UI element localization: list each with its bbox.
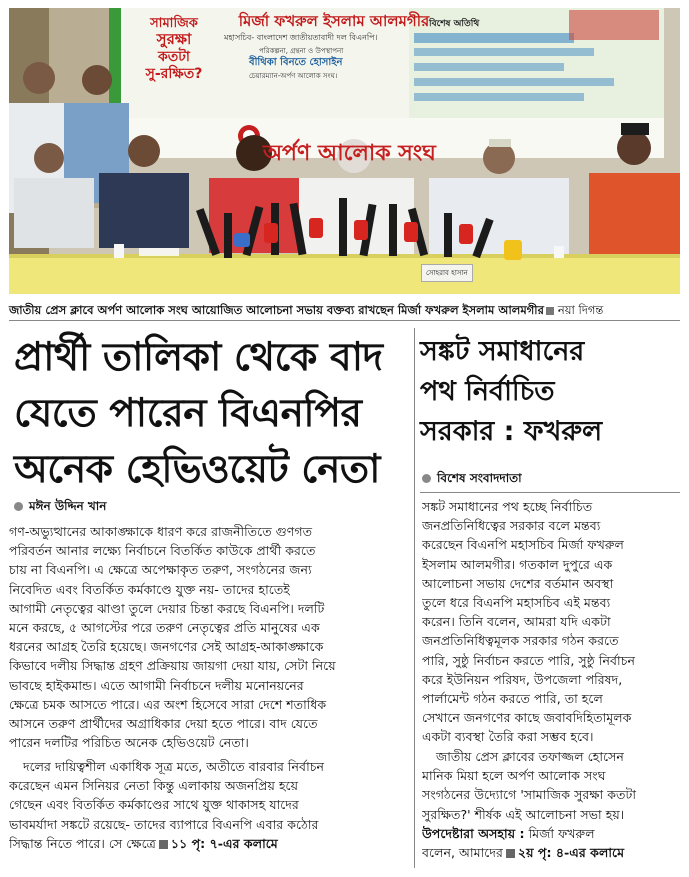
text-line: করেছেন বিএনপি মহাসচিব মির্জা ফখরুল (422, 537, 624, 553)
left-jump (156, 836, 278, 851)
right-byline (422, 470, 522, 490)
text-line: মানিক মিয়া হলে অর্পণ আলোক সংঘ (422, 768, 606, 784)
text-line: গণ-অভ্যুত্থানের আকাঙ্ক্ষাকে ধারণ করে রাজনীতিতে গুণগত (9, 524, 313, 539)
text-line (422, 824, 680, 843)
text-line: আসনে তরুণ প্রার্থীদের অগ্রাধিকার দেয়া হতে পারে। বাদ যেতে (9, 716, 318, 732)
text-line: ধরনের আগ্রহ তৈরি হয়েছে। জনগণের সেই আগ্রহ-আকাঙ্ক্ষাকে (9, 639, 324, 655)
banner-subtitle: মহাসচিব- বাংলাদেশ জাতীয়তাবাদী দল বিএনপি। (224, 33, 378, 42)
caption-credit: নয়া দিগন্ত (557, 303, 604, 317)
text-line: নিবেদিত এবং বিতর্কিত কর্মকাণ্ডে যুক্ত নয়- তাদের হাতেই (9, 581, 290, 597)
right-jump-text: ২য় পৃ: ৪-এর কলামে (517, 845, 625, 861)
right-para-2 (422, 747, 680, 862)
text-line: সঙ্কট সমাধানের পথ হচ্ছে নির্বাচিত (422, 499, 593, 514)
headline-line: অনেক হেভিওয়েট নেতা (14, 447, 380, 492)
text-line: মনে করছে, ৫ আগস্টের পরে তরুণ নেতৃত্বের প্রতি মানুষের এক (9, 620, 320, 636)
banner-host-role: চেয়ারম্যান-অর্পণ আলোক সংঘ। (249, 72, 338, 80)
byline-bullet-icon (14, 502, 23, 511)
right-para3-text: মির্জা ফখরুল (528, 825, 595, 841)
text-line: পার্লামেন্ট গঠন করতে পারি, তা হলে (422, 691, 603, 707)
left-headline (14, 330, 409, 498)
headline-line: প্রার্থী তালিকা থেকে বাদ (14, 335, 383, 380)
slogan-line: কতটা (158, 49, 190, 66)
left-para-2 (9, 757, 407, 853)
text-line: সুরক্ষিত?' শীর্ষক এই আলোচনা সভা হয়। (422, 806, 625, 822)
headline-line: যেতে পারেন বিএনপির (14, 391, 362, 436)
text-line: আলোচনা সভায় দেশের বর্তমান অবস্থা (422, 575, 614, 591)
text-line: জনপ্রতিনিধিত্বের সরকার বলে মন্তব্য (422, 518, 601, 534)
text-line: সেখানে জনগণের কাছে জবাবদিহিতামূলক (422, 710, 632, 726)
jump-square-icon (506, 849, 515, 858)
right-jump (503, 845, 624, 860)
left-jump-text: ১১ পৃ: ৭-এর কলামে (170, 835, 278, 851)
text-line: জাতীয় প্রেস ক্লাবের তফাজ্জল হোসেন (436, 749, 624, 764)
slogan-line: সুরক্ষা (156, 30, 192, 49)
banner-host-label: পরিকল্পনা, গ্রন্থনা ও উপস্থাপনা (259, 47, 344, 55)
byline-divider (420, 492, 680, 493)
right-last-line: বলেন, আমাদের (422, 845, 503, 861)
right-subhead: উপদেষ্টারা অসহায় : (422, 825, 525, 841)
text-line: করেছেন এমন সিনিয়র নেতা কিন্তু এলাকায় অজনপ্রিয় হয়ে (9, 778, 299, 794)
left-byline (14, 498, 106, 518)
nameplate: সোহরাব হাসান (421, 264, 473, 282)
text-line (422, 843, 680, 862)
right-author: বিশেষ সংবাদদাতা (437, 471, 522, 485)
headline-line: সরকার : ফখরুল (420, 416, 603, 447)
text-line: করে ইউনিয়ন পরিষদ, উপজেলা পরিষদ, (422, 671, 623, 687)
text-line: ভাবমর্যাদা সঙ্কটে রয়েছে- তাদের ব্যাপারে বিএনপি এবার কঠোর (9, 816, 319, 832)
right-para-1 (422, 497, 680, 747)
text-line: দলের দায়িত্বশীল একাধিক সূত্র মতে, অতীতে বারবার নির্বাচন (23, 759, 325, 774)
text-line: পরিবর্তন আনার লক্ষ্যে নির্বাচনে বিতর্কিত কাউকে প্রার্থী করতে (9, 543, 316, 559)
headline-line: সঙ্কট সমাধানের (420, 336, 585, 367)
banner-title: মির্জা ফখরুল ইসলাম আলমগীর (238, 12, 430, 30)
text-line: তুলে ধরে বিএনপি মহাসচিব এই মন্তব্য (422, 595, 611, 611)
org-name-banner: অর্পণ আলোক সংঘ (263, 141, 436, 166)
left-author: মঈন উদ্দিন খান (29, 499, 107, 513)
slogan-line: সু-রক্ষিত? (145, 65, 203, 82)
right-headline (420, 332, 682, 452)
text-line: কিভাবে দলীয় সিদ্ধান্ত গ্রহণ প্রক্রিয়ায় জায়গা দেয়া যায়, সেটা নিয়ে (9, 658, 336, 674)
photo-caption (9, 300, 680, 321)
column-divider (414, 328, 415, 868)
text-line (9, 834, 407, 853)
text-line: আগামী নেতৃত্বের ঝাণ্ডা তুলে দেয়ার চিন্তা করছে বিএনপি। দলটি (9, 600, 325, 616)
banner-slogan (124, 16, 224, 82)
news-photo (9, 8, 680, 294)
text-line: করেন। তিনি বলেন, আমরা যদি একটা (422, 614, 611, 630)
text-line: সংগঠনের উদ্যোগে 'সামাজিক সুরক্ষা কতটা (422, 787, 636, 803)
slogan-line: সামাজিক (150, 16, 198, 31)
byline-bullet-icon (422, 474, 431, 483)
text-line: একটা ব্যবস্থা তৈরি করা সম্ভব হবে। (422, 729, 594, 745)
headline-line: পথ নির্বাচিত (420, 376, 555, 407)
left-para-1 (9, 522, 407, 752)
caption-square-icon (546, 307, 554, 315)
text-line: জনপ্রতিনিধিত্বমূলক সরকার গঠন করতে (422, 633, 619, 649)
jump-square-icon (159, 840, 168, 849)
left-last-line: সিদ্ধান্ত নিতে পারে। সে ক্ষেত্রে (9, 835, 156, 851)
caption-text: জাতীয় প্রেস ক্লাবে অর্পণ আলোক সংঘ আয়োজিত আলোচনা সভায় বক্তব্য রাখছেন মির্জা ফখরুল ইসলাম আলমগীর (9, 303, 544, 317)
text-line: গেছেন এবং বিতর্কিত কর্মকাণ্ডের সাথে যুক্ত থাকাসহ যাদের (9, 797, 299, 813)
text-line: ক্ষেত্রে চমক আসতে পারে। এর অংশ হিসেবে সারা দেশে শতাধিক (9, 696, 327, 712)
text-line: ভাবছে হাইকমান্ড। এতে আগামী নির্বাচনে দলীয় মনোনয়নের (9, 677, 304, 693)
banner-guest-heading: বিশেষ অতিথি (429, 19, 480, 29)
text-line: পারি, সুষ্ঠু নির্বাচন করতে পারি, সুষ্ঠু নির্বাচন (422, 652, 635, 668)
banner-host-name: বীথিকা বিনতে হোসাইন (249, 57, 343, 68)
text-line: পারেন দলটির পরিচিত অনেক হেভিওয়েট নেতা। (9, 735, 249, 751)
text-line: ইসলাম আলমগীর। গতকাল দুপুরে এক (422, 556, 613, 572)
text-line: চায় না বিএনপি। এ ক্ষেত্রে অপেক্ষাকৃত তরুণ, সংগঠনের জন্য (9, 562, 312, 578)
